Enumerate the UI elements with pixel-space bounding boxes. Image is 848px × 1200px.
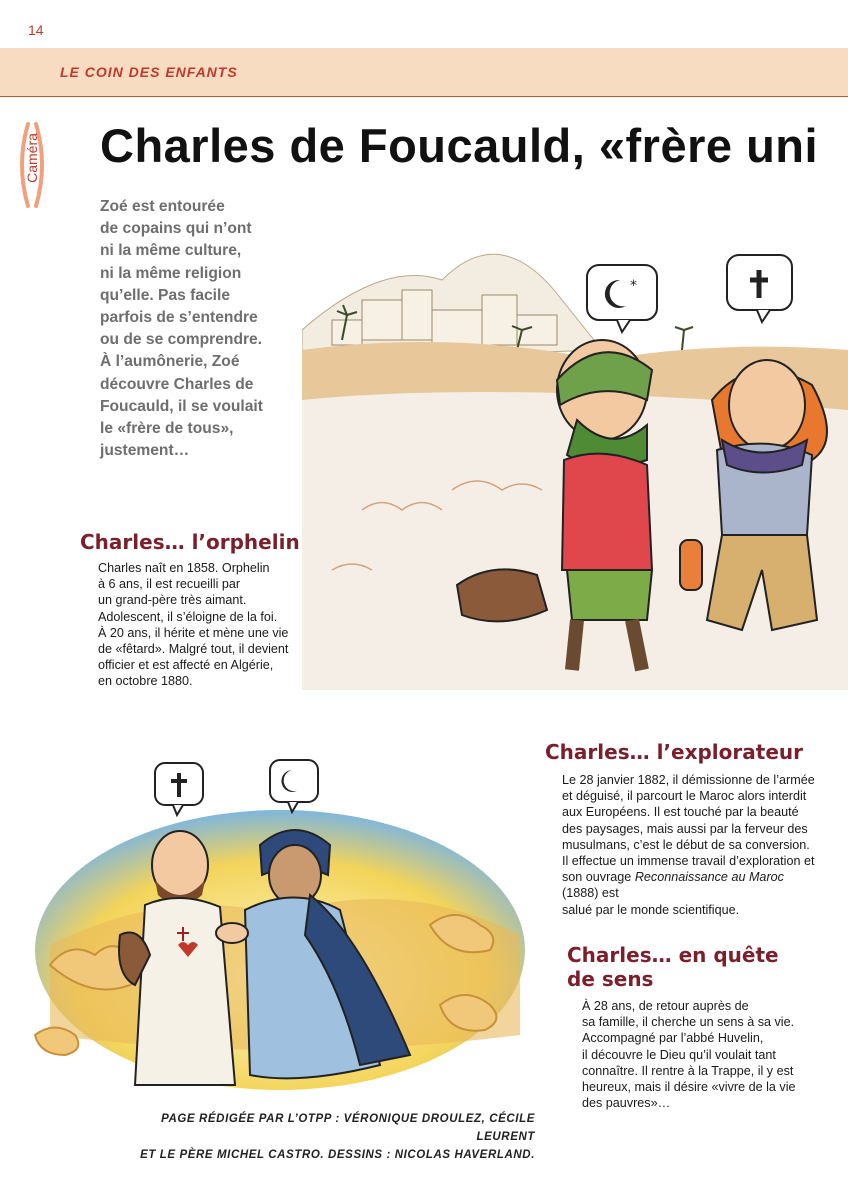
text-line: À 28 ans, de retour auprès de bbox=[582, 999, 749, 1013]
intro-line: de copains qui n’ont bbox=[100, 220, 252, 238]
credits-line: ET LE PÈRE MICHEL CASTRO. DESSINS : NICOLAS HAVERLAND. bbox=[140, 1149, 535, 1161]
text-line: sa famille, il cherche un sens à sa vie. bbox=[582, 1015, 795, 1030]
text-line: Accompagné par l’abbé Huvelin, bbox=[582, 1031, 764, 1046]
section-text-orphelin bbox=[98, 560, 298, 690]
cross-speech-bubble-icon bbox=[155, 763, 203, 815]
text-line: de «fêtard». Malgré tout, il devient bbox=[98, 642, 289, 657]
intro-line: ni la même religion bbox=[100, 264, 242, 282]
text-line: Charles naît en 1858. Orphelin bbox=[98, 561, 270, 575]
section-heading-quete-de-sens bbox=[567, 943, 779, 991]
svg-text:*: * bbox=[630, 278, 637, 294]
text-line: connaître. Il rentre à la Trappe, il y est bbox=[582, 1063, 794, 1078]
crescent-star-speech-bubble-icon bbox=[270, 760, 318, 812]
text-line: en octobre 1880. bbox=[98, 674, 193, 689]
page-number: 14 bbox=[28, 22, 44, 38]
intro-line: justement… bbox=[100, 442, 190, 460]
text-line: salué par le monde scientifique. bbox=[562, 902, 740, 917]
text-line: aux Européens. Il est touché par la beauté bbox=[562, 805, 799, 820]
text-line: heureux, mais il désire «vivre de la vie bbox=[582, 1080, 796, 1095]
credits-line: PAGE RÉDIGÉE PAR L’OTPP : VÉRONIQUE DROULEZ, CÉCILE LEURENT bbox=[161, 1113, 535, 1143]
section-label: LE COIN DES ENFANTS bbox=[60, 64, 238, 80]
satchel bbox=[457, 569, 547, 621]
side-tab-label: Caméra bbox=[24, 133, 40, 183]
intro-paragraph bbox=[100, 196, 300, 462]
section-text-quete-de-sens bbox=[582, 998, 802, 1111]
text-line: un grand-père très aimant. bbox=[98, 593, 247, 608]
text-line: des pauvres»… bbox=[582, 1096, 671, 1111]
handshake-illustration bbox=[20, 735, 540, 1105]
intro-line: le «frère de tous», bbox=[100, 420, 234, 438]
section-heading-orphelin: Charles… l’orphelin bbox=[80, 530, 300, 554]
text-line: Adolescent, il s’éloigne de la foi. bbox=[98, 609, 278, 624]
boy-in-green-turban bbox=[557, 340, 652, 670]
side-tab bbox=[14, 118, 50, 212]
text-line: Le 28 janvier 1882, il démissionne de l’armée bbox=[562, 773, 815, 787]
section-heading-explorateur: Charles… l’explorateur bbox=[545, 740, 803, 764]
cross-speech-bubble-icon bbox=[727, 255, 792, 322]
intro-line: Zoé est entourée bbox=[100, 198, 225, 215]
intro-line: qu’elle. Pas facile bbox=[100, 286, 231, 304]
desert-walk-illustration bbox=[302, 190, 848, 690]
intro-line: découvre Charles de bbox=[100, 375, 254, 393]
text-line: officier et est affecté en Algérie, bbox=[98, 658, 274, 673]
section-text-explorateur bbox=[562, 772, 822, 918]
text-line: des paysages, mais aussi par la ferveur des bbox=[562, 821, 808, 836]
text-line: à 6 ans, il est recueilli par bbox=[98, 577, 241, 592]
intro-line: À l’aumônerie, Zoé bbox=[100, 353, 240, 371]
text-span: son ouvrage bbox=[562, 870, 635, 885]
intro-line: Foucauld, il se voulait bbox=[100, 397, 263, 415]
article-title: Charles de Foucauld, «frère uni bbox=[100, 119, 819, 172]
intro-line: ni la même culture, bbox=[100, 242, 242, 260]
crescent-star-speech-bubble-icon bbox=[587, 265, 657, 332]
heading-line: Charles… en quête bbox=[567, 943, 779, 967]
book-title: Reconnaissance au Maroc bbox=[634, 870, 784, 885]
text-line: Il effectue un immense travail d’exploration et bbox=[562, 854, 815, 869]
intro-line: parfois de s’entendre bbox=[100, 309, 258, 327]
text-line: et déguisé, il parcourt le Maroc alors interdit bbox=[562, 789, 807, 804]
text-line bbox=[562, 869, 822, 901]
text-line: musulmans, c’est le début de sa conversion. bbox=[562, 837, 810, 852]
text-line: il découvre le Dieu qu’il voulait tant bbox=[582, 1047, 776, 1062]
handshake bbox=[216, 923, 248, 943]
heading-line: de sens bbox=[567, 967, 654, 991]
text-line: À 20 ans, il hérite et mène une vie bbox=[98, 625, 289, 640]
text-span: (1888) est bbox=[562, 886, 619, 901]
page-credits bbox=[140, 1110, 535, 1164]
intro-line: ou de se comprendre. bbox=[100, 331, 263, 349]
